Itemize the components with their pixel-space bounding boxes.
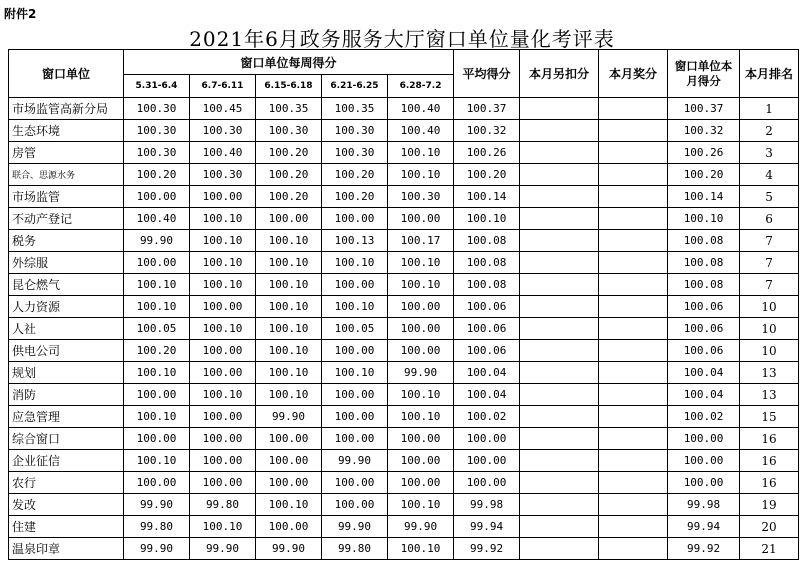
cell-week-4: 100.00 — [322, 274, 388, 296]
cell-week-3: 99.90 — [256, 538, 322, 560]
cell-week-2: 100.45 — [190, 98, 256, 120]
cell-bonus — [599, 230, 668, 252]
cell-bonus — [599, 472, 668, 494]
cell-bonus — [599, 296, 668, 318]
cell-bonus — [599, 98, 668, 120]
cell-deduction — [520, 186, 599, 208]
table-row — [9, 428, 799, 450]
cell-rank: 13 — [740, 362, 799, 384]
cell-rank: 20 — [740, 516, 799, 538]
cell-unit: 消防 — [9, 384, 124, 406]
cell-rank: 5 — [740, 186, 799, 208]
cell-rank: 10 — [740, 340, 799, 362]
cell-deduction — [520, 450, 599, 472]
table-row — [9, 538, 799, 560]
cell-week-4: 100.20 — [322, 164, 388, 186]
cell-monthly-score: 100.08 — [668, 230, 740, 252]
cell-week-5: 100.10 — [388, 494, 454, 516]
cell-week-1: 99.90 — [124, 494, 190, 516]
cell-deduction — [520, 406, 599, 428]
cell-week-5: 100.00 — [388, 318, 454, 340]
cell-rank: 19 — [740, 494, 799, 516]
cell-unit: 税务 — [9, 230, 124, 252]
cell-rank: 16 — [740, 450, 799, 472]
cell-week-4: 100.13 — [322, 230, 388, 252]
cell-unit: 生态环境 — [9, 120, 124, 142]
cell-rank: 7 — [740, 252, 799, 274]
cell-week-3: 100.10 — [256, 274, 322, 296]
cell-week-3: 100.10 — [256, 362, 322, 384]
cell-average: 100.14 — [454, 186, 520, 208]
cell-monthly-score: 100.14 — [668, 186, 740, 208]
cell-week-5: 100.00 — [388, 450, 454, 472]
cell-week-2: 100.10 — [190, 274, 256, 296]
cell-week-4: 100.10 — [322, 252, 388, 274]
cell-monthly-score: 100.04 — [668, 362, 740, 384]
cell-unit: 昆仑燃气 — [9, 274, 124, 296]
cell-week-3: 100.10 — [256, 252, 322, 274]
cell-week-5: 100.30 — [388, 186, 454, 208]
cell-bonus — [599, 164, 668, 186]
cell-week-3: 100.00 — [256, 208, 322, 230]
cell-week-1: 99.80 — [124, 516, 190, 538]
evaluation-table — [8, 49, 799, 560]
cell-week-5: 99.90 — [388, 516, 454, 538]
cell-average: 99.92 — [454, 538, 520, 560]
cell-week-3: 100.00 — [256, 472, 322, 494]
cell-week-1: 99.90 — [124, 538, 190, 560]
cell-week-2: 100.00 — [190, 406, 256, 428]
cell-monthly-score: 99.92 — [668, 538, 740, 560]
cell-deduction — [520, 164, 599, 186]
cell-week-3: 99.90 — [256, 406, 322, 428]
table-row — [9, 384, 799, 406]
table-row — [9, 142, 799, 164]
cell-week-1: 100.20 — [124, 340, 190, 362]
cell-week-4: 100.00 — [322, 428, 388, 450]
table-row — [9, 450, 799, 472]
cell-deduction — [520, 428, 599, 450]
cell-week-4: 99.90 — [322, 516, 388, 538]
cell-deduction — [520, 98, 599, 120]
cell-week-2: 100.30 — [190, 120, 256, 142]
header-unit: 窗口单位 — [9, 50, 124, 98]
cell-week-5: 100.40 — [388, 98, 454, 120]
cell-week-2: 100.00 — [190, 296, 256, 318]
cell-bonus — [599, 142, 668, 164]
cell-monthly-score: 100.00 — [668, 428, 740, 450]
cell-deduction — [520, 384, 599, 406]
cell-monthly-score: 100.06 — [668, 340, 740, 362]
table-row — [9, 318, 799, 340]
header-rank: 本月排名 — [740, 50, 799, 98]
table-row — [9, 208, 799, 230]
cell-week-2: 100.10 — [190, 384, 256, 406]
cell-week-4: 100.00 — [322, 494, 388, 516]
cell-week-3: 100.10 — [256, 230, 322, 252]
cell-week-4: 100.20 — [322, 186, 388, 208]
cell-week-3: 100.20 — [256, 164, 322, 186]
cell-week-4: 100.00 — [322, 406, 388, 428]
cell-week-2: 100.00 — [190, 472, 256, 494]
cell-week-1: 100.20 — [124, 164, 190, 186]
cell-week-4: 100.00 — [322, 208, 388, 230]
cell-unit: 应急管理 — [9, 406, 124, 428]
cell-week-2: 100.10 — [190, 208, 256, 230]
table-row — [9, 296, 799, 318]
cell-week-1: 100.00 — [124, 384, 190, 406]
header-week-3: 6.15-6.18 — [256, 75, 322, 98]
table-body — [9, 98, 799, 560]
cell-average: 99.94 — [454, 516, 520, 538]
cell-week-5: 100.00 — [388, 340, 454, 362]
cell-week-2: 100.00 — [190, 186, 256, 208]
cell-week-2: 100.40 — [190, 142, 256, 164]
cell-week-1: 100.40 — [124, 208, 190, 230]
cell-monthly-score: 100.37 — [668, 98, 740, 120]
cell-average: 100.04 — [454, 384, 520, 406]
cell-rank: 10 — [740, 296, 799, 318]
cell-bonus — [599, 538, 668, 560]
cell-week-2: 99.80 — [190, 494, 256, 516]
cell-average: 100.08 — [454, 274, 520, 296]
cell-unit: 人力资源 — [9, 296, 124, 318]
cell-average: 100.06 — [454, 340, 520, 362]
cell-week-3: 100.10 — [256, 494, 322, 516]
cell-monthly-score: 100.06 — [668, 318, 740, 340]
cell-unit: 温泉印章 — [9, 538, 124, 560]
cell-week-4: 100.00 — [322, 472, 388, 494]
cell-bonus — [599, 362, 668, 384]
cell-monthly-score: 100.26 — [668, 142, 740, 164]
cell-unit: 联合、思源水务 — [9, 164, 124, 186]
table-row — [9, 472, 799, 494]
cell-unit: 市场监管 — [9, 186, 124, 208]
cell-week-5: 100.17 — [388, 230, 454, 252]
cell-week-3: 100.10 — [256, 384, 322, 406]
cell-deduction — [520, 142, 599, 164]
cell-deduction — [520, 296, 599, 318]
cell-week-3: 100.00 — [256, 450, 322, 472]
cell-deduction — [520, 472, 599, 494]
page-title: 2021年6月政务服务大厅窗口单位量化考评表 — [189, 27, 615, 51]
cell-week-4: 100.30 — [322, 142, 388, 164]
cell-week-1: 100.30 — [124, 142, 190, 164]
cell-week-1: 100.10 — [124, 274, 190, 296]
header-week-5: 6.28-7.2 — [388, 75, 454, 98]
header-weekly-group: 窗口单位每周得分 — [124, 50, 454, 75]
cell-average: 100.10 — [454, 208, 520, 230]
cell-week-3: 100.20 — [256, 186, 322, 208]
cell-monthly-score: 100.08 — [668, 274, 740, 296]
cell-week-4: 100.10 — [322, 362, 388, 384]
cell-unit: 人社 — [9, 318, 124, 340]
header-deduction: 本月另扣分 — [520, 50, 599, 98]
cell-monthly-score: 100.32 — [668, 120, 740, 142]
cell-rank: 15 — [740, 406, 799, 428]
cell-week-2: 100.10 — [190, 318, 256, 340]
cell-week-5: 100.10 — [388, 406, 454, 428]
cell-week-5: 99.90 — [388, 362, 454, 384]
cell-monthly-score: 100.06 — [668, 296, 740, 318]
cell-rank: 10 — [740, 318, 799, 340]
cell-deduction — [520, 538, 599, 560]
cell-week-4: 100.35 — [322, 98, 388, 120]
cell-week-3: 100.20 — [256, 142, 322, 164]
cell-average: 100.37 — [454, 98, 520, 120]
cell-average: 100.08 — [454, 252, 520, 274]
cell-week-2: 100.00 — [190, 340, 256, 362]
cell-bonus — [599, 516, 668, 538]
table-row — [9, 252, 799, 274]
cell-average: 100.32 — [454, 120, 520, 142]
cell-week-2: 100.10 — [190, 252, 256, 274]
cell-bonus — [599, 120, 668, 142]
cell-week-5: 100.10 — [388, 274, 454, 296]
cell-week-5: 100.10 — [388, 164, 454, 186]
cell-rank: 13 — [740, 384, 799, 406]
cell-bonus — [599, 384, 668, 406]
cell-week-4: 100.30 — [322, 120, 388, 142]
cell-rank: 1 — [740, 98, 799, 120]
cell-bonus — [599, 274, 668, 296]
cell-monthly-score: 100.00 — [668, 472, 740, 494]
cell-unit: 外综服 — [9, 252, 124, 274]
cell-deduction — [520, 494, 599, 516]
cell-week-1: 100.10 — [124, 450, 190, 472]
header-week-4: 6.21-6.25 — [322, 75, 388, 98]
cell-monthly-score: 100.02 — [668, 406, 740, 428]
cell-week-5: 100.10 — [388, 252, 454, 274]
table-row — [9, 186, 799, 208]
cell-rank: 7 — [740, 274, 799, 296]
cell-week-5: 100.10 — [388, 142, 454, 164]
cell-monthly-score: 100.08 — [668, 252, 740, 274]
cell-bonus — [599, 428, 668, 450]
cell-week-4: 100.00 — [322, 340, 388, 362]
cell-average: 100.08 — [454, 230, 520, 252]
cell-monthly-score: 99.94 — [668, 516, 740, 538]
table-row — [9, 164, 799, 186]
cell-unit: 住建 — [9, 516, 124, 538]
table-row — [9, 362, 799, 384]
cell-week-5: 100.00 — [388, 208, 454, 230]
cell-deduction — [520, 340, 599, 362]
header-bonus: 本月奖分 — [599, 50, 668, 98]
cell-bonus — [599, 186, 668, 208]
table-row — [9, 274, 799, 296]
cell-week-1: 100.10 — [124, 296, 190, 318]
cell-week-5: 100.00 — [388, 296, 454, 318]
cell-average: 100.26 — [454, 142, 520, 164]
cell-week-3: 100.30 — [256, 120, 322, 142]
cell-average: 100.04 — [454, 362, 520, 384]
cell-unit: 综合窗口 — [9, 428, 124, 450]
cell-bonus — [599, 208, 668, 230]
cell-unit: 不动产登记 — [9, 208, 124, 230]
cell-monthly-score: 100.04 — [668, 384, 740, 406]
cell-week-1: 99.90 — [124, 230, 190, 252]
annex-label: 附件2 — [4, 7, 37, 21]
cell-week-5: 100.00 — [388, 428, 454, 450]
cell-week-1: 100.10 — [124, 362, 190, 384]
cell-week-2: 100.10 — [190, 516, 256, 538]
table-row — [9, 494, 799, 516]
table-row — [9, 516, 799, 538]
cell-average: 100.00 — [454, 428, 520, 450]
cell-week-5: 100.40 — [388, 120, 454, 142]
cell-week-2: 100.00 — [190, 450, 256, 472]
cell-week-2: 100.30 — [190, 164, 256, 186]
cell-week-1: 100.00 — [124, 428, 190, 450]
table-row — [9, 120, 799, 142]
cell-week-3: 100.10 — [256, 340, 322, 362]
cell-week-2: 100.00 — [190, 362, 256, 384]
cell-monthly-score: 99.98 — [668, 494, 740, 516]
cell-average: 100.06 — [454, 296, 520, 318]
cell-week-1: 100.30 — [124, 120, 190, 142]
cell-deduction — [520, 318, 599, 340]
cell-rank: 4 — [740, 164, 799, 186]
cell-week-2: 100.00 — [190, 428, 256, 450]
cell-bonus — [599, 252, 668, 274]
cell-average: 100.20 — [454, 164, 520, 186]
cell-rank: 21 — [740, 538, 799, 560]
table-row — [9, 406, 799, 428]
cell-week-1: 100.10 — [124, 406, 190, 428]
cell-monthly-score: 100.20 — [668, 164, 740, 186]
cell-rank: 6 — [740, 208, 799, 230]
cell-week-5: 100.10 — [388, 538, 454, 560]
cell-unit: 房管 — [9, 142, 124, 164]
table-row — [9, 340, 799, 362]
header-monthly-score: 窗口单位本月得分 — [668, 50, 740, 98]
cell-bonus — [599, 340, 668, 362]
cell-rank: 7 — [740, 230, 799, 252]
cell-unit: 市场监管高新分局 — [9, 98, 124, 120]
header-week-2: 6.7-6.11 — [190, 75, 256, 98]
cell-week-5: 100.10 — [388, 384, 454, 406]
cell-week-3: 100.10 — [256, 318, 322, 340]
cell-unit: 规划 — [9, 362, 124, 384]
cell-monthly-score: 100.10 — [668, 208, 740, 230]
cell-deduction — [520, 274, 599, 296]
cell-week-2: 99.90 — [190, 538, 256, 560]
header-average: 平均得分 — [454, 50, 520, 98]
cell-deduction — [520, 230, 599, 252]
cell-week-2: 100.10 — [190, 230, 256, 252]
cell-average: 100.06 — [454, 318, 520, 340]
cell-week-1: 100.00 — [124, 472, 190, 494]
cell-week-1: 100.30 — [124, 98, 190, 120]
cell-rank: 3 — [740, 142, 799, 164]
cell-week-4: 99.90 — [322, 450, 388, 472]
cell-week-1: 100.00 — [124, 252, 190, 274]
cell-rank: 16 — [740, 472, 799, 494]
cell-average: 99.98 — [454, 494, 520, 516]
table-row — [9, 230, 799, 252]
cell-unit: 发改 — [9, 494, 124, 516]
cell-rank: 16 — [740, 428, 799, 450]
cell-average: 100.00 — [454, 472, 520, 494]
cell-deduction — [520, 362, 599, 384]
cell-week-3: 100.10 — [256, 296, 322, 318]
cell-week-4: 100.10 — [322, 296, 388, 318]
cell-monthly-score: 100.00 — [668, 450, 740, 472]
cell-deduction — [520, 516, 599, 538]
cell-unit: 企业征信 — [9, 450, 124, 472]
cell-deduction — [520, 120, 599, 142]
cell-week-3: 100.00 — [256, 516, 322, 538]
cell-bonus — [599, 318, 668, 340]
cell-average: 100.00 — [454, 450, 520, 472]
cell-week-5: 100.00 — [388, 472, 454, 494]
cell-week-4: 100.05 — [322, 318, 388, 340]
cell-bonus — [599, 450, 668, 472]
cell-deduction — [520, 252, 599, 274]
cell-bonus — [599, 494, 668, 516]
cell-rank: 2 — [740, 120, 799, 142]
cell-average: 100.02 — [454, 406, 520, 428]
cell-week-1: 100.00 — [124, 186, 190, 208]
cell-week-1: 100.05 — [124, 318, 190, 340]
cell-deduction — [520, 208, 599, 230]
cell-week-4: 99.80 — [322, 538, 388, 560]
cell-week-4: 100.00 — [322, 384, 388, 406]
header-week-1: 5.31-6.4 — [124, 75, 190, 98]
cell-unit: 供电公司 — [9, 340, 124, 362]
cell-unit: 农行 — [9, 472, 124, 494]
cell-week-3: 100.00 — [256, 428, 322, 450]
cell-week-3: 100.35 — [256, 98, 322, 120]
table-row — [9, 98, 799, 120]
cell-bonus — [599, 406, 668, 428]
